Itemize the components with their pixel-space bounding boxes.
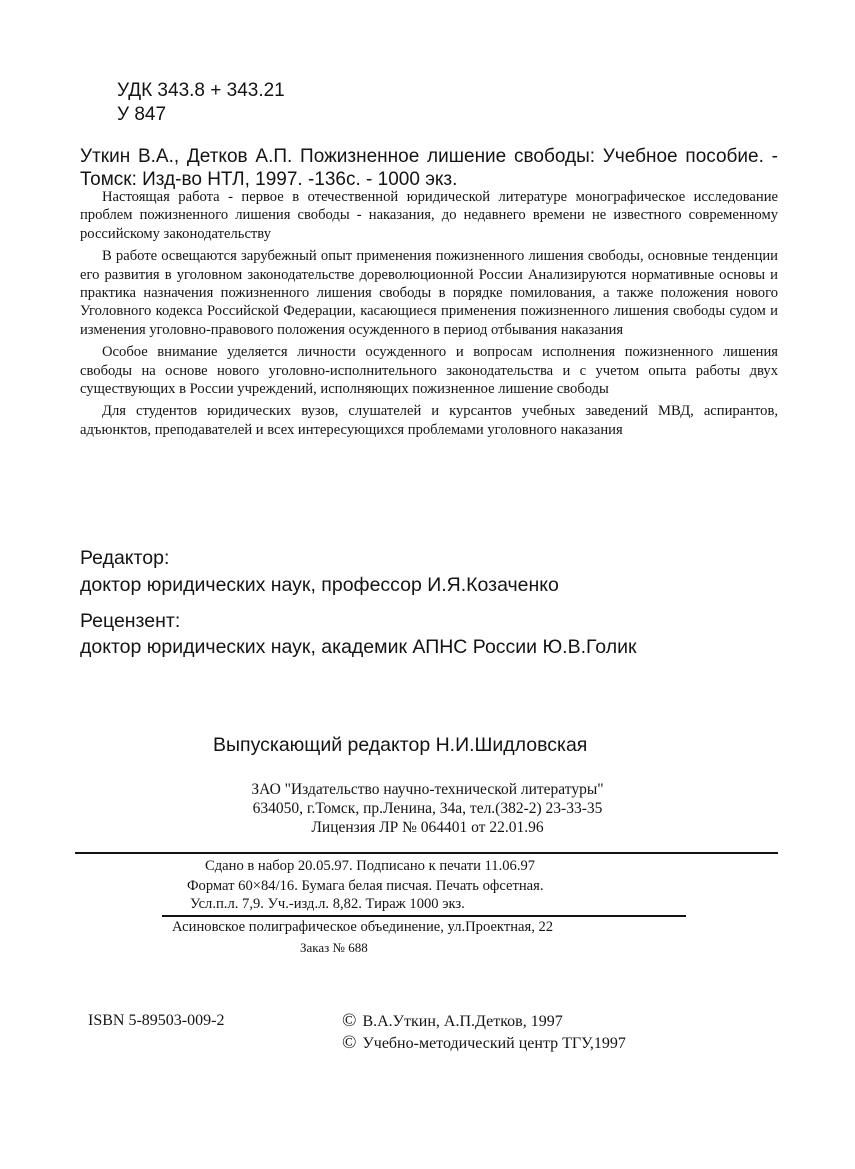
- print-line-1: Сдано в набор 20.05.97. Подписано к печати 11.06.97: [205, 858, 536, 874]
- reviewer-value: доктор юридических наук, академик АПНС России Ю.В.Голик: [80, 636, 637, 658]
- copyright-text: Учебно-методический центр ТГУ,1997: [362, 1035, 626, 1052]
- divider-rule: [162, 915, 686, 917]
- author-mark: У 847: [117, 104, 167, 125]
- release-editor: Выпускающий редактор Н.И.Шидловская: [213, 734, 588, 756]
- print-line-2: Формат 60×84/16. Бумага белая писчая. Печать офсетная.: [187, 878, 544, 894]
- divider-rule: [75, 852, 778, 854]
- abstract-paragraph: Особое внимание уделяется личности осужденного и вопросам исполнения пожизненного лишения свободы на основе нового уголовно-исполнительного законодательства и с учетом опыта работы двух существующих в России учреждений, исполняющих пожизненное лишение свободы: [80, 344, 778, 398]
- abstract-paragraph: Настоящая работа - первое в отечественной юридической литературе монографическое исследование проблем пожизненного лишения свободы - наказания, до недавнего времени не известного современному российскому законодательству: [80, 189, 778, 242]
- printer-line: Асиновское полиграфическое объединение, ул.Проектная, 22: [172, 919, 554, 935]
- publisher-block: [0, 780, 855, 837]
- copyright-symbol: ©: [342, 1010, 357, 1031]
- copyright-line-1: [342, 1010, 563, 1032]
- copyright-symbol: ©: [342, 1032, 357, 1053]
- copyright-line-2: [342, 1032, 626, 1054]
- editor-label: Редактор:: [80, 547, 170, 569]
- udk-block: [117, 80, 285, 128]
- udk-code: УДК 343.8 + 343.21: [117, 80, 285, 101]
- editor-value: доктор юридических наук, профессор И.Я.Козаченко: [80, 574, 559, 596]
- publisher-name: ЗАО "Издательство научно-технической литературы": [251, 781, 604, 798]
- isbn: ISBN 5-89503-009-2: [88, 1012, 225, 1029]
- reviewer-label: Рецензент:: [80, 610, 181, 632]
- print-line-3: Усл.п.л. 7,9. Уч.-изд.л. 8,82. Тираж 1000 экз.: [190, 896, 465, 912]
- publisher-license: Лицензия ЛР № 064401 от 22.01.96: [311, 819, 544, 836]
- abstract-paragraph: В работе освещаются зарубежный опыт применения пожизненного лишения свободы, основные тенденции его развития в уголовном законодательстве дореволюционной России Анализируются нормативные основы и практика назначения пожизненного лишения свободы в порядке помилования, а также положения нового Уголовного кодекса Российской Федерации, касающиеся применения пожизненного лишения свободы судом и изменения уголовно-правового положения осужденного в период отбывания наказания: [80, 248, 778, 338]
- copyright-text: В.А.Уткин, А.П.Детков, 1997: [362, 1013, 563, 1030]
- bibliographic-description: Уткин В.А., Детков А.П. Пожизненное лишение свободы: Учебное пособие. - Томск: Изд-во НТЛ, 1997. -136с. - 1000 экз.: [80, 146, 778, 190]
- abstract: [80, 188, 778, 443]
- publisher-address: 634050, г.Томск, пр.Ленина, 34а, тел.(382-2) 23-33-35: [252, 800, 603, 817]
- abstract-paragraph: Для студентов юридических вузов, слушателей и курсантов учебных заведений МВД, аспирантов, адъюнктов, преподавателей и всех интересующихся проблемами уголовного наказания: [80, 403, 778, 438]
- order-line: Заказ № 688: [300, 940, 368, 955]
